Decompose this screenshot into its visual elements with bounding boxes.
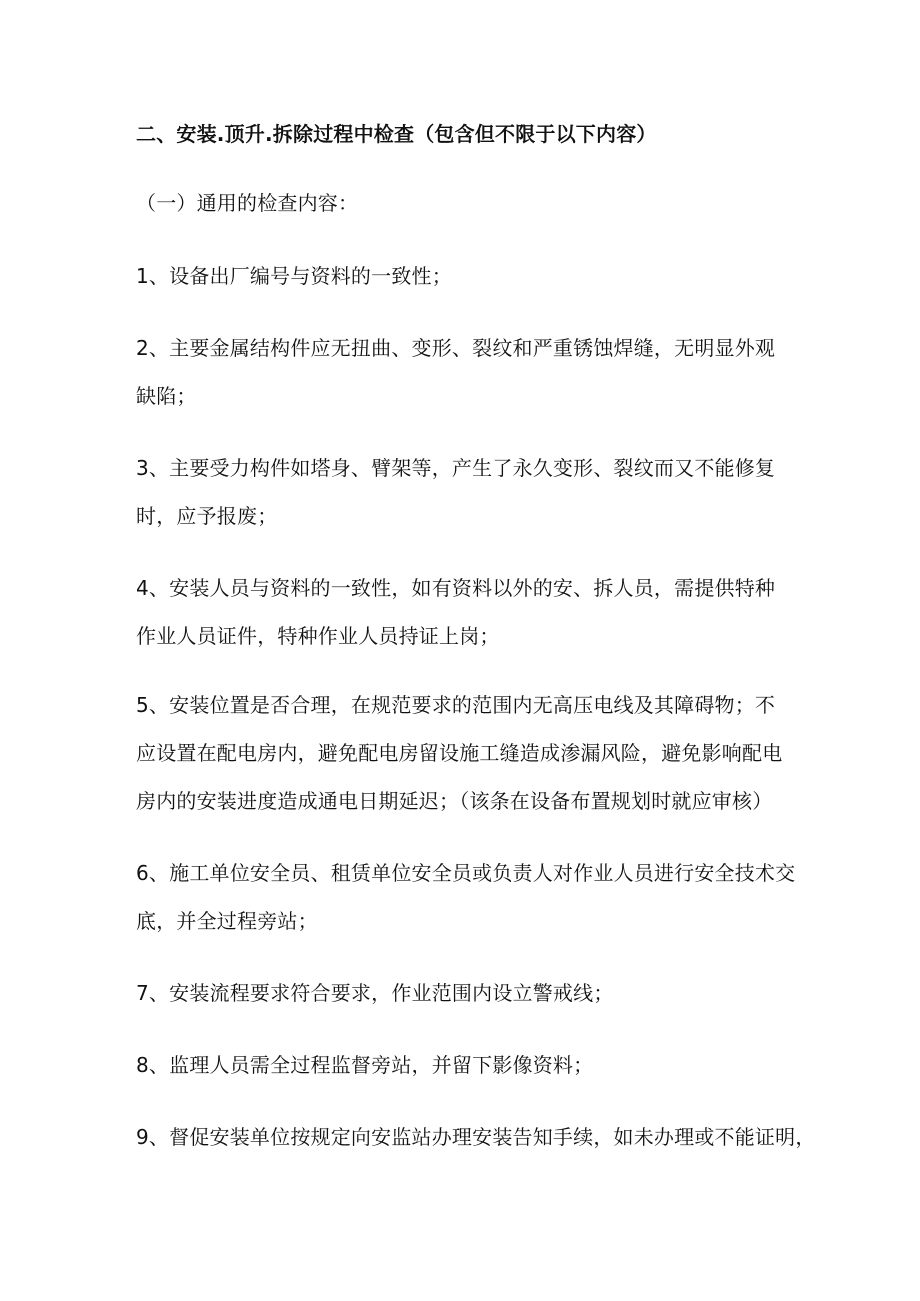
list-item-3-line-2: 时，应予报废； (136, 504, 278, 528)
section-title: 二、安装.顶升.拆除过程中检查（包含但不限于以下内容） (136, 122, 657, 146)
list-item-2-line-2: 缺陷； (136, 384, 197, 408)
subsection-title: （一）通用的检查内容： (136, 191, 359, 215)
list-item-4-line-2: 作业人员证件，特种作业人员持证上岗； (136, 624, 500, 648)
list-item-5-line-2: 应设置在配电房内，避免配电房留设施工缝造成渗漏风险，避免影响配电 (136, 741, 783, 765)
list-item-2-line-1: 2、主要金属结构件应无扭曲、变形、裂纹和严重锈蚀焊缝，无明显外观 (136, 336, 776, 360)
list-item-5-line-1: 5、安装位置是否合理，在规范要求的范围内无高压电线及其障碍物；不 (136, 693, 776, 717)
list-item-6-line-1: 6、施工单位安全员、租赁单位安全员或负责人对作业人员进行安全技术交 (136, 861, 796, 885)
list-item-1-line-1: 1、设备出厂编号与资料的一致性； (136, 264, 452, 288)
list-item-9-line-1: 9、督促安装单位按规定向安监站办理安装告知手续，如未办理或不能证明， (136, 1125, 816, 1149)
list-item-8-line-1: 8、监理人员需全过程监督旁站，并留下影像资料； (136, 1053, 594, 1077)
list-item-7-line-1: 7、安装流程要求符合要求，作业范围内设立警戒线； (136, 981, 614, 1005)
list-item-6-line-2: 底，并全过程旁站； (136, 909, 318, 933)
list-item-5-line-3: 房内的安装进度造成通电日期延迟；（该条在设备布置规划时就应审核） (136, 789, 773, 813)
list-item-4-line-1: 4、安装人员与资料的一致性，如有资料以外的安、拆人员，需提供特种 (136, 576, 776, 600)
list-item-3-line-1: 3、主要受力构件如塔身、臂架等，产生了永久变形、裂纹而又不能修复 (136, 456, 776, 480)
